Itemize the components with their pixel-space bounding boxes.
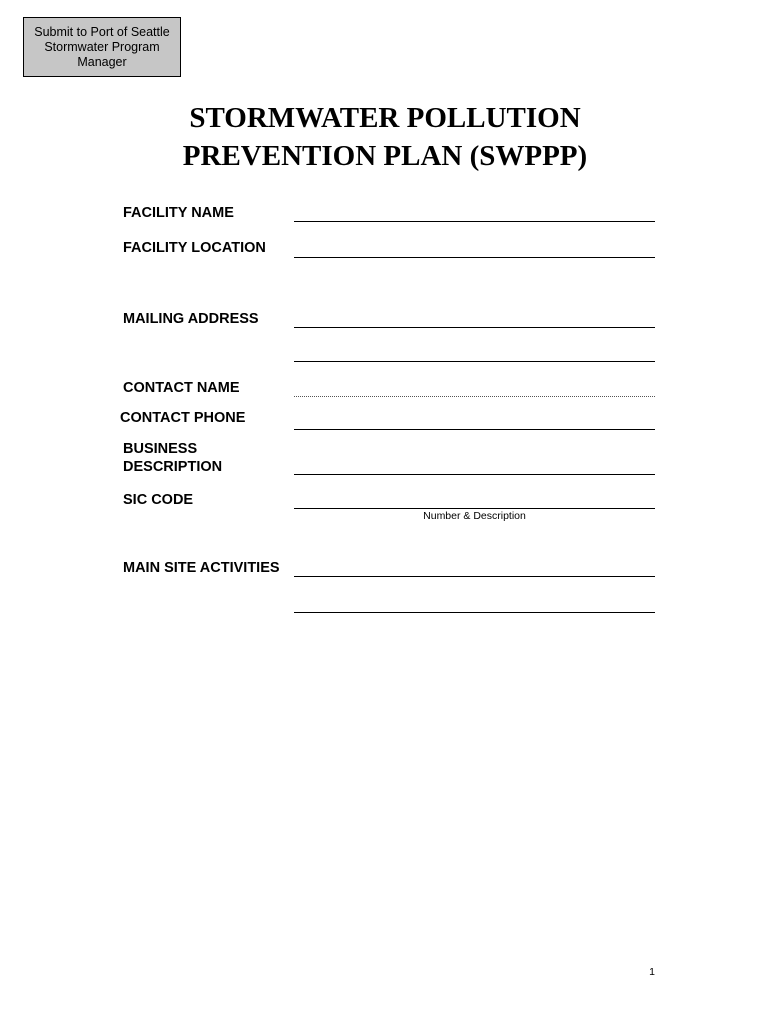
facility-name-label: FACILITY NAME xyxy=(123,205,234,221)
submit-line-1: Submit to Port of Seattle xyxy=(34,25,170,39)
contact-name-field[interactable] xyxy=(294,396,655,397)
sic-code-field[interactable] xyxy=(294,508,655,509)
mailing-address-field-line-2[interactable] xyxy=(294,361,655,362)
main-site-activities-label: MAIN SITE ACTIVITIES xyxy=(123,560,280,576)
submit-line-3: Manager xyxy=(77,55,127,69)
submit-instructions-box xyxy=(23,17,181,77)
document-title-line-1: STORMWATER POLLUTION xyxy=(189,102,581,134)
contact-phone-field[interactable] xyxy=(294,429,655,430)
facility-name-field[interactable] xyxy=(294,221,655,222)
business-description-label-line-2: DESCRIPTION xyxy=(123,459,223,475)
sic-code-note: Number & Description xyxy=(423,510,526,522)
mailing-address-label: MAILING ADDRESS xyxy=(123,311,259,327)
business-description-field[interactable] xyxy=(294,474,655,475)
business-description-label-line-1: BUSINESS xyxy=(123,441,198,457)
page-number: 1 xyxy=(649,966,655,978)
contact-name-label: CONTACT NAME xyxy=(123,380,240,396)
facility-location-field[interactable] xyxy=(294,257,655,258)
contact-phone-label: CONTACT PHONE xyxy=(120,410,246,426)
mailing-address-field-line-1[interactable] xyxy=(294,327,655,328)
sic-code-label: SIC CODE xyxy=(123,492,194,508)
document-title-line-2: PREVENTION PLAN (SWPPP) xyxy=(182,140,588,172)
main-site-activities-field-line-1[interactable] xyxy=(294,576,655,577)
main-site-activities-field-line-2[interactable] xyxy=(294,612,655,613)
submit-line-2: Stormwater Program xyxy=(44,40,160,54)
facility-location-label: FACILITY LOCATION xyxy=(123,240,266,256)
